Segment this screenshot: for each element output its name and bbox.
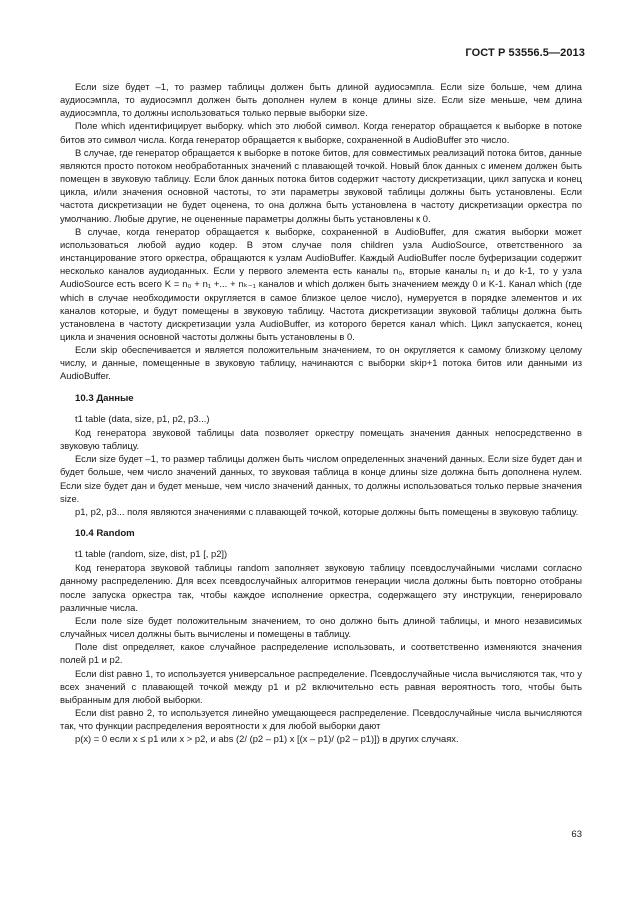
paragraph-random-size: Если поле size будет положительным значением, то оно должно быть длиной таблицы, и много независимых случайных чисел должны быть вычислены и помещены в таблицу. bbox=[60, 614, 582, 640]
paragraph-bitstream-case: В случае, где генератор обращается к выборке в потоке битов, для совместимых реализаций потока битов, данные являются просто потоком необработанных значений с плавающей точкой. Новый блок данных с именем должен быть помещен в звуковую таблицу. Если блок данных потока битов содержит частоту дискретизации, цикл запуска и конец цикла, и/или значения основной частоты, то эти параметры звуковой таблицы должны быть установлены. Если частота дискретизации не будет оценена, то она должна быть установлена в частоту дискретизации оркестра по умолчанию. Любые другие, не оцененные параметры должны быть установлены к 0. bbox=[60, 146, 582, 224]
paragraph-skip-field: Если skip обеспечивается и является положительным значением, то он округляется к самому близкому целому числу, и данные, помещенные в звуковую таблицу, начинаются с выборки skip+1 потока битов или данными из AudioBuffer. bbox=[60, 344, 582, 382]
table-signature-data: t1 table (data, size, p1, p2, p3...) bbox=[75, 412, 210, 424]
paragraph-audiobuffer-case: В случае, когда генератор обращается к выборке, сохраненной в AudioBuffer, для сжатия выборки может использоваться любой аудио кодер. В этом случае поля children узла AudioSource, ответственного за инстанцирование этого оркестра, обращаются к узлам AudioBuffer. Каждый AudioBuffer после буферизации содержит несколько каналов аудиоданных. Если у первого элемента есть каналы n₀, вторые каналы n₁ и до k-1, то у узла AudioSource есть всего K = n₀ + n₁ +... + nₖ₋₁ каналов и which должен быть значением между 0 и K-1. Канал which (где which в случае необходимости округляется в самое близкое целое число), нумеруется в порядке элементов и их каналов которые, и будут помещены в звуковую таблицу. Частота дискретизации звуковой таблицы должна быть установлена в частоту дискретизации узла AudioBuffer, из которого берется канал which. Цикл запускается, конец цикла и значения основной частоты должны быть установлены в 0. bbox=[60, 225, 582, 342]
paragraph-random-dist: Поле dist определяет, какое случайное распределение использовать, и соответственно изменяются значения полей p1 и p2. bbox=[60, 641, 582, 666]
document-body bbox=[60, 80, 582, 746]
paragraph-dist-uniform: Если dist равно 1, то используется универсальное распределение. Псевдослучайные числа вычисляются так, что у всех значений с плавающей точкой между p1 и p2 включительно есть равная вероятность того, чтобы быть выбранным для любой выборки. bbox=[60, 667, 582, 705]
paragraph-data-generator: Код генератора звуковой таблицы data позволяет оркестру помещать значения данных непосредственно в звуковую таблицу. bbox=[60, 426, 582, 452]
paragraph-random-generator: Код генератора звуковой таблицы random заполняет звуковую таблицу псевдослучайными числами согласно данному распределению. Для всех псевдослучайных алгоритмов генерации числа должны быть повторно отобраны после запуска оркестра так, чтобы каждое исполнение оркестра, содержащего эту инструкции, генерировало различные числа. bbox=[60, 562, 582, 613]
standard-header: ГОСТ Р 53556.5—2013 bbox=[465, 47, 585, 59]
paragraph-size-rule: Если size будет –1, то размер таблицы должен быть длиной аудиосэмпла. Если size больше, чем длина аудиосэмпла, то аудиосэмпл должен быть дополнен нулем в конце длины size. Если size меньше, чем длина аудиосэмпла, то должны использоваться только первые выборки size. bbox=[60, 81, 582, 119]
section-heading-10-4: 10.4 Random bbox=[75, 528, 135, 539]
paragraph-data-size: Если size будет –1, то размер таблицы должен быть числом определенных значений данных. Если size будет дан и будет больше, чем число значений данных, то звуковая таблица в конце длины size должна быть дополнена нулем. Если size будет дан и будет меньше, чем число значений данных, то должны использоваться только первые значения size. bbox=[60, 453, 582, 504]
table-signature-random: t1 table (random, size, dist, p1 [, p2]) bbox=[75, 548, 228, 560]
paragraph-data-fields: p1, p2, p3... поля являются значениями с плавающей точкой, которые должны быть помещены в звуковую таблицу. bbox=[75, 505, 579, 517]
page-number: 63 bbox=[571, 829, 582, 840]
formula-probability: p(x) = 0 если x ≤ p1 или x > p2, и abs (2/ (p2 – p1) x [(x – p1)/ (p2 – p1)]) в других случаях. bbox=[75, 733, 459, 745]
paragraph-dist-linear: Если dist равно 2, то используется линейно умещающееся распределение. Псевдослучайные числа вычисляются так, что функции распределения вероятности x для любой выборки дают bbox=[60, 707, 582, 732]
section-heading-10-3: 10.3 Данные bbox=[75, 392, 134, 404]
paragraph-which-field: Поле which идентифицирует выборку. which это любой символ. Когда генератор обращается к выборке в потоке битов это символ числа. Когда генератор обращается к выборке, сохраненной в AudioBuffer это число. bbox=[60, 120, 582, 145]
